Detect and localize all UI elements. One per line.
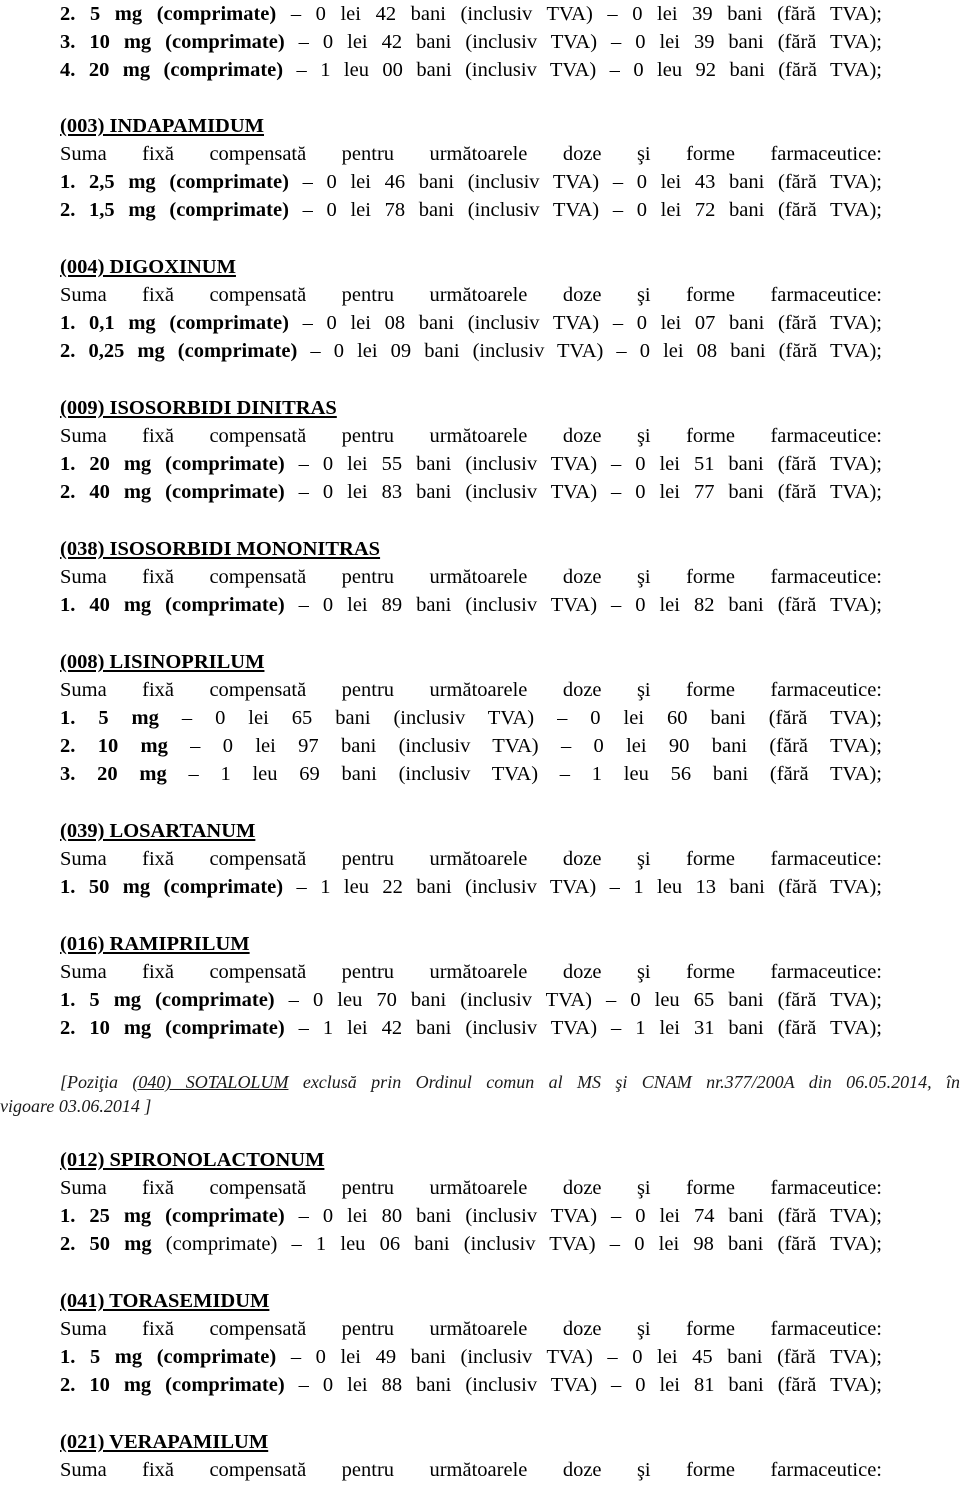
dosage-label: 2. 0,25 mg (comprimate)	[60, 340, 298, 362]
note-line-1	[0, 1070, 960, 1094]
dosage-label: 2. 5 mg (comprimate)	[60, 3, 277, 25]
dosage-label: 2. 10 mg (comprimate)	[60, 1017, 285, 1039]
section-title: (004) DIGOXINUM	[60, 256, 236, 278]
section-title: (016) RAMIPRILUM	[60, 933, 250, 955]
dosage-item	[60, 450, 882, 478]
dosage-label: 1. 25 mg (comprimate)	[60, 1205, 285, 1227]
section-subtitle: Suma fixă compensată pentru următoarele doze şi forme farmaceutice:	[60, 143, 882, 165]
dosage-item	[60, 1202, 882, 1230]
dosage-label: 4. 20 mg (comprimate)	[60, 59, 284, 81]
dosage-item	[60, 337, 882, 365]
dosage-price: – 0 lei 89 bani (inclusiv TVA) – 0 lei 82 bani (fără TVA);	[284, 594, 883, 616]
dosage-price: – 0 lei 08 bani (inclusiv TVA) – 0 lei 07 bani (fără TVA);	[288, 312, 883, 334]
dosage-label: 3. 10 mg (comprimate)	[60, 31, 285, 53]
dosage-label: 2. 1,5 mg (comprimate)	[60, 199, 289, 221]
dosage-price: – 0 lei 09 bani (inclusiv TVA) – 0 lei 08 bani (fără TVA);	[297, 340, 882, 362]
section-subtitle: Suma fixă compensată pentru următoarele doze şi forme farmaceutice:	[60, 1318, 882, 1340]
dosage-item	[60, 1230, 882, 1258]
dosage-price: (comprimate) – 1 leu 06 bani (inclusiv TVA) – 0 lei 98 bani (fără TVA);	[151, 1233, 883, 1255]
dosage-price: – 0 lei 42 bani (inclusiv TVA) – 0 lei 39 bani (fără TVA);	[276, 3, 882, 25]
dosage-label: 2. 10 mg (comprimate)	[60, 1374, 285, 1396]
dosage-price: – 0 lei 83 bani (inclusiv TVA) – 0 lei 77 bani (fără TVA);	[284, 481, 883, 503]
dosage-price: – 0 lei 78 bani (inclusiv TVA) – 0 lei 72 bani (fără TVA);	[288, 199, 883, 221]
dosage-item	[60, 309, 882, 337]
repeal-note	[0, 1070, 960, 1118]
dosage-item	[60, 478, 882, 506]
section-title: (012) SPIRONOLACTONUM	[60, 1149, 325, 1171]
dosage-price: – 0 lei 88 bani (inclusiv TVA) – 0 lei 81 bani (fără TVA);	[284, 1374, 883, 1396]
dosage-item	[60, 1343, 882, 1371]
dosage-label: 1. 50 mg (comprimate)	[60, 876, 284, 898]
dosage-price: – 0 lei 65 bani (inclusiv TVA) – 0 lei 60 bani (fără TVA);	[158, 707, 882, 729]
dosage-label: 1. 5 mg (comprimate)	[60, 1346, 277, 1368]
dosage-label: 1. 20 mg (comprimate)	[60, 453, 285, 475]
dosage-price: – 0 lei 97 bani (inclusiv TVA) – 0 lei 90 bani (fără TVA);	[167, 735, 882, 757]
dosage-item	[60, 196, 882, 224]
section-subtitle: Suma fixă compensată pentru următoarele doze şi forme farmaceutice:	[60, 566, 882, 588]
section-title: (008) LISINOPRILUM	[60, 651, 265, 673]
dosage-price: – 0 lei 42 bani (inclusiv TVA) – 0 lei 39 bani (fără TVA);	[284, 31, 883, 53]
dosage-item	[60, 760, 882, 788]
dosage-item	[60, 0, 882, 28]
dosage-price: – 0 lei 55 bani (inclusiv TVA) – 0 lei 51 bani (fără TVA);	[284, 453, 883, 475]
dosage-item	[60, 56, 882, 84]
dosage-label: 1. 40 mg (comprimate)	[60, 594, 285, 616]
section-subtitle: Suma fixă compensată pentru următoarele doze şi forme farmaceutice:	[60, 961, 882, 983]
dosage-label: 1. 5 mg	[60, 707, 159, 729]
note-suffix: exclusă prin Ordinul comun al MS şi CNAM nr.377/200A din 06.05.2014, în	[288, 1072, 960, 1092]
dosage-item	[60, 1371, 882, 1399]
dosage-price: – 1 leu 22 bani (inclusiv TVA) – 1 leu 13 bani (fără TVA);	[283, 876, 882, 898]
dosage-label: 2. 10 mg	[60, 735, 168, 757]
dosage-label: 1. 0,1 mg (comprimate)	[60, 312, 289, 334]
dosage-item	[60, 1014, 882, 1042]
dosage-price: – 0 leu 70 bani (inclusiv TVA) – 0 leu 65 bani (fără TVA);	[274, 989, 882, 1011]
section-subtitle: Suma fixă compensată pentru următoarele doze şi forme farmaceutice:	[60, 848, 882, 870]
dosage-item	[60, 873, 882, 901]
dosage-price: – 0 lei 46 bani (inclusiv TVA) – 0 lei 43 bani (fără TVA);	[288, 171, 883, 193]
dosage-label: 3. 20 mg	[60, 763, 167, 785]
dosage-price: – 0 lei 80 bani (inclusiv TVA) – 0 lei 74 bani (fără TVA);	[284, 1205, 883, 1227]
dosage-label: 2. 40 mg (comprimate)	[60, 481, 285, 503]
dosage-price: – 1 lei 42 bani (inclusiv TVA) – 1 lei 31 bani (fără TVA);	[284, 1017, 883, 1039]
dosage-item	[60, 591, 882, 619]
dosage-item	[60, 28, 882, 56]
dosage-price: – 1 leu 69 bani (inclusiv TVA) – 1 leu 56 bani (fără TVA);	[166, 763, 882, 785]
note-line-2: vigoare 03.06.2014 ]	[0, 1096, 152, 1116]
dosage-price: – 1 leu 00 bani (inclusiv TVA) – 0 leu 92 bani (fără TVA);	[283, 59, 882, 81]
dosage-item	[60, 732, 882, 760]
dosage-label: 1. 5 mg (comprimate)	[60, 989, 275, 1011]
dosage-item	[60, 168, 882, 196]
section-title: (038) ISOSORBIDI MONONITRAS	[60, 538, 381, 560]
section-subtitle: Suma fixă compensată pentru următoarele doze şi forme farmaceutice:	[60, 679, 882, 701]
section-title: (003) INDAPAMIDUM	[60, 115, 265, 137]
dosage-item	[60, 704, 882, 732]
section-title: (039) LOSARTANUM	[60, 820, 256, 842]
section-title: (021) VERAPAMILUM	[60, 1431, 269, 1453]
section-title: (041) TORASEMIDUM	[60, 1290, 270, 1312]
section-subtitle: Suma fixă compensată pentru următoarele doze şi forme farmaceutice:	[60, 284, 882, 306]
section-subtitle: Suma fixă compensată pentru următoarele doze şi forme farmaceutice:	[60, 1459, 882, 1481]
dosage-item	[60, 986, 882, 1014]
dosage-label: 2. 50 mg	[60, 1233, 152, 1255]
dosage-label: 1. 2,5 mg (comprimate)	[60, 171, 289, 193]
sotalolum-link[interactable]: (040) SOTALOLUM	[132, 1072, 289, 1092]
note-prefix: [Poziţia	[60, 1072, 133, 1092]
section-subtitle: Suma fixă compensată pentru următoarele doze şi forme farmaceutice:	[60, 1177, 882, 1199]
section-title: (009) ISOSORBIDI DINITRAS	[60, 397, 337, 419]
section-subtitle: Suma fixă compensată pentru următoarele doze şi forme farmaceutice:	[60, 425, 882, 447]
dosage-price: – 0 lei 49 bani (inclusiv TVA) – 0 lei 45 bani (fără TVA);	[276, 1346, 882, 1368]
